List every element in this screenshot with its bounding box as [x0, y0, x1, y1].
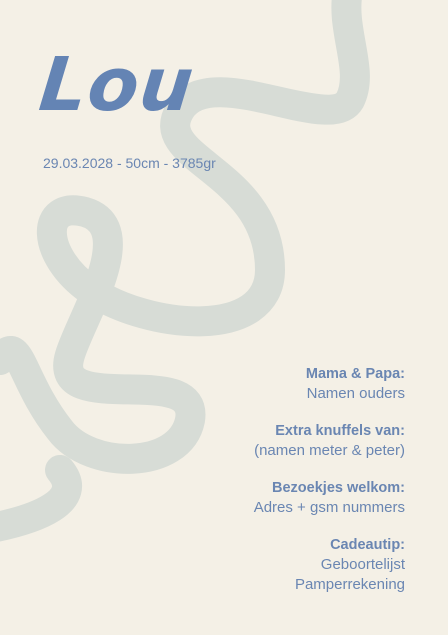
section-heading: Extra knuffels van:	[275, 423, 405, 439]
visits-section	[254, 478, 405, 518]
section-line: Adres + gsm nummers	[253, 499, 405, 516]
section-line: Pamperrekening	[294, 576, 405, 593]
parents-section	[254, 364, 405, 404]
section-line: (namen meter & peter)	[254, 442, 405, 459]
info-sections	[254, 364, 405, 612]
godparents-section	[254, 421, 405, 461]
gift-tip-section	[254, 535, 405, 595]
section-heading: Mama & Papa:	[305, 366, 405, 382]
section-heading: Cadeautip:	[330, 537, 405, 553]
section-heading: Bezoekjes welkom:	[272, 480, 405, 496]
birth-details: 29.03.2028 - 50cm - 3785gr	[43, 155, 216, 171]
section-line: Geboortelijst	[320, 556, 405, 573]
section-line: Namen ouders	[306, 385, 405, 402]
baby-name: Lou	[35, 42, 199, 128]
